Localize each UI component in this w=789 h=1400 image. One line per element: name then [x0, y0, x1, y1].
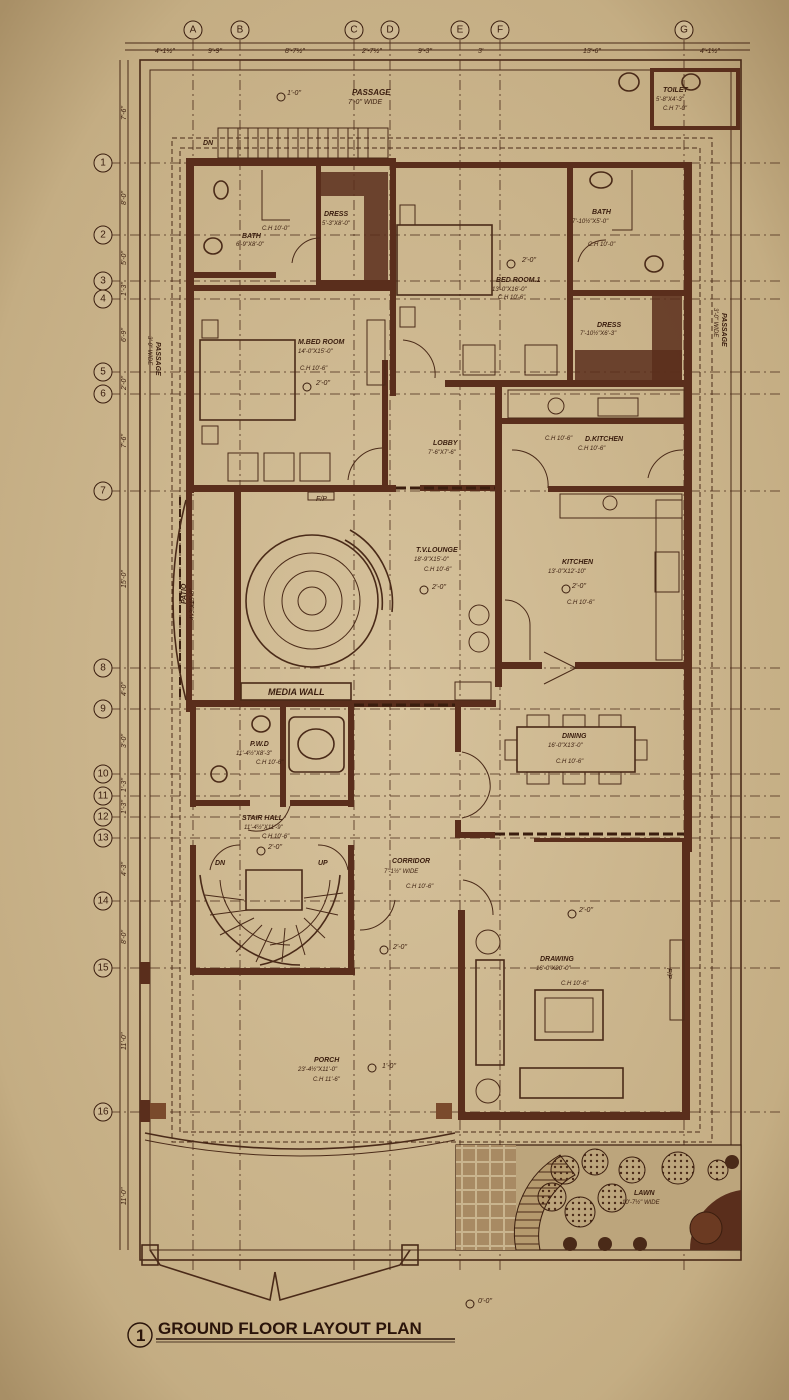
grid-label-6: 6: [100, 388, 106, 400]
grid-label-9: 9: [100, 703, 106, 715]
svg-text:13'-6": 13'-6": [583, 48, 601, 55]
grid-label-4: 4: [100, 293, 106, 305]
svg-text:1'-3": 1'-3": [121, 800, 128, 814]
svg-text:2'-0": 2'-0": [393, 944, 407, 951]
svg-text:5'-3"X8'-0": 5'-3"X8'-0": [322, 221, 350, 227]
svg-text:3': 3': [478, 48, 484, 55]
svg-text:11'-0": 11'-0": [121, 1187, 128, 1205]
corridor-label: CORRIDOR: [392, 858, 431, 865]
title-text: GROUND FLOOR LAYOUT PLAN: [158, 1319, 422, 1338]
svg-text:10'-7½" WIDE: 10'-7½" WIDE: [622, 1200, 660, 1206]
top-dn-label: DN: [203, 140, 214, 147]
lobby-label: LOBBY: [433, 440, 458, 447]
grid-label-8: 8: [100, 662, 106, 674]
svg-text:8'-7½": 8'-7½": [285, 48, 305, 55]
fp-top-label: F/P: [316, 496, 327, 503]
master-bedroom-label: M.BED ROOM: [298, 339, 345, 346]
svg-text:4'-1½": 4'-1½": [155, 48, 175, 55]
svg-text:2'-0": 2'-0": [579, 907, 593, 914]
svg-text:7'-1½" WIDE: 7'-1½" WIDE: [384, 869, 419, 875]
stair-dn-label: DN: [215, 860, 226, 867]
svg-text:23'-4½"X11'-0": 23'-4½"X11'-0": [298, 1067, 338, 1073]
stair-hall-label: STAIR HALL: [242, 815, 284, 822]
svg-text:7'-0" WIDE: 7'-0" WIDE: [348, 99, 383, 106]
svg-text:C.H 10'-6": C.H 10'-6": [545, 436, 573, 442]
grid-label-a: A: [189, 24, 197, 36]
svg-text:5'-8"X4'-3": 5'-8"X4'-3": [656, 97, 684, 103]
svg-text:11'-0": 11'-0": [121, 1032, 128, 1050]
grid-label-15: 15: [97, 962, 109, 974]
grid-label-e: E: [456, 24, 464, 36]
svg-text:C.H 10'-6": C.H 10'-6": [578, 446, 606, 452]
svg-text:1'-3": 1'-3": [121, 282, 128, 296]
svg-text:4'-1½": 4'-1½": [700, 48, 720, 55]
svg-text:C.H 10'-6": C.H 10'-6": [424, 567, 452, 573]
svg-text:3'-0" WIDE: 3'-0" WIDE: [712, 308, 718, 338]
dress-left-label: DRESS: [324, 211, 349, 218]
svg-text:C.H 10'-6": C.H 10'-6": [406, 884, 434, 890]
bed-room-1-label: BED ROOM.1: [496, 277, 541, 284]
svg-text:7'-6"X7'-6": 7'-6"X7'-6": [428, 450, 456, 456]
d-kitchen-label: D.KITCHEN: [585, 436, 624, 443]
drawing-label: DRAWING: [540, 956, 574, 963]
svg-text:16'-0"X20'-0": 16'-0"X20'-0": [536, 966, 571, 972]
svg-text:C.H 10'-6": C.H 10'-6": [262, 834, 290, 840]
passage-right-label: PASSAGE: [720, 313, 727, 347]
grid-label-11: 11: [97, 790, 109, 802]
dining-label: DINING: [562, 733, 587, 740]
svg-text:C.H 10'-0": C.H 10'-0": [588, 242, 616, 248]
svg-text:3'-0" WIDE: 3'-0" WIDE: [146, 336, 152, 366]
svg-text:11'-4½"X8'-3": 11'-4½"X8'-3": [236, 751, 272, 757]
grid-label-13: 13: [97, 832, 109, 844]
grid-label-f: F: [496, 24, 504, 36]
grid-label-b: B: [236, 24, 244, 36]
svg-text:C.H 10'-6": C.H 10'-6": [256, 760, 284, 766]
svg-text:1'-0": 1'-0": [382, 1063, 396, 1070]
pwd-label: P.W.D: [250, 741, 269, 748]
svg-text:14'-0"X15'-0": 14'-0"X15'-0": [298, 349, 333, 355]
svg-text:4'-3"X15'-6": 4'-3"X15'-6": [190, 588, 196, 620]
kitchen-label: KITCHEN: [562, 559, 594, 566]
grid-label-16: 16: [97, 1106, 109, 1118]
svg-text:C.H 11'-6": C.H 11'-6": [313, 1077, 340, 1083]
svg-text:C.H 10'-6": C.H 10'-6": [556, 759, 584, 765]
svg-text:18'-9"X15'-0": 18'-9"X15'-0": [414, 557, 449, 563]
dress-right-label: DRESS: [597, 322, 622, 329]
tv-lounge-label: T.V.LOUNGE: [416, 547, 458, 554]
passage-left-label: PASSAGE: [154, 342, 161, 376]
svg-text:15'-0": 15'-0": [121, 570, 128, 588]
svg-text:13'-0"X12'-10": 13'-0"X12'-10": [548, 569, 586, 575]
svg-text:7'-10½"X6'-3": 7'-10½"X6'-3": [580, 331, 617, 337]
grid-label-1: 1: [100, 157, 106, 169]
svg-text:1'-0": 1'-0": [287, 90, 301, 97]
passage-top-label: PASSAGE: [352, 88, 391, 97]
fp-right-label: F/P: [665, 968, 672, 979]
lawn-label: LAWN: [634, 1190, 655, 1197]
svg-text:2'-0": 2'-0": [316, 380, 330, 387]
svg-text:C.H 10'-6": C.H 10'-6": [567, 600, 595, 606]
lawn-landscape: [456, 1145, 741, 1251]
svg-text:2'-0": 2'-0": [268, 844, 282, 851]
svg-text:C.H 10'-0": C.H 10'-0": [262, 226, 290, 232]
svg-text:C.H 10'-6": C.H 10'-6": [300, 366, 328, 372]
grid-label-7: 7: [100, 485, 106, 497]
svg-text:5'-0": 5'-0": [121, 251, 128, 265]
svg-text:9'-9": 9'-9": [208, 48, 222, 55]
svg-text:4'-0": 4'-0": [121, 682, 128, 696]
svg-text:2'-0": 2'-0": [432, 584, 446, 591]
grid-label-2: 2: [100, 229, 106, 241]
svg-text:C.H 7'-0": C.H 7'-0": [663, 106, 687, 112]
media-wall-label: MEDIA WALL: [268, 687, 325, 697]
svg-text:6'-9": 6'-9": [121, 328, 128, 342]
grid-label-c: C: [350, 24, 358, 36]
svg-text:16'-0"X13'-0": 16'-0"X13'-0": [548, 743, 583, 749]
bath-right-label: BATH: [592, 209, 611, 216]
svg-text:1'-3": 1'-3": [121, 778, 128, 792]
grid-label-14: 14: [97, 895, 109, 907]
svg-text:2'-7½": 2'-7½": [362, 48, 382, 55]
svg-text:6'-9"X8'-0": 6'-9"X8'-0": [236, 242, 264, 248]
title-number: 1: [136, 1326, 146, 1345]
grid-label-3: 3: [100, 275, 106, 287]
svg-text:4'-3": 4'-3": [121, 862, 128, 876]
svg-text:7'-6": 7'-6": [121, 434, 128, 448]
grid-label-g: G: [680, 24, 688, 36]
patio-label: PATIO: [181, 583, 188, 604]
grid-label-d: D: [386, 24, 394, 36]
svg-text:7'-6": 7'-6": [121, 106, 128, 120]
grid-label-10: 10: [97, 768, 109, 780]
svg-text:13'-0"X16'-0": 13'-0"X16'-0": [492, 287, 527, 293]
svg-text:8'-0": 8'-0": [121, 191, 128, 205]
svg-text:11'-4½"X11'-9": 11'-4½"X11'-9": [244, 825, 283, 831]
entrance-level-label: 0'-0": [478, 1298, 492, 1305]
svg-text:2'-0": 2'-0": [121, 376, 128, 390]
svg-text:2'-0": 2'-0": [572, 583, 586, 590]
svg-text:3'-0": 3'-0": [121, 734, 128, 748]
svg-text:C.H 10'-6": C.H 10'-6": [498, 295, 526, 301]
svg-text:2'-0": 2'-0": [522, 257, 536, 264]
grid-label-12: 12: [97, 811, 109, 823]
svg-text:7'-10½"X5'-0": 7'-10½"X5'-0": [572, 219, 609, 225]
svg-text:9'-3": 9'-3": [418, 48, 432, 55]
grid-label-5: 5: [100, 366, 106, 378]
toilet-label: TOILET: [663, 87, 688, 94]
porch-label: PORCH: [314, 1057, 340, 1064]
svg-text:8'-0": 8'-0": [121, 930, 128, 944]
stair-up-label: UP: [318, 860, 328, 867]
bath-left-label: BATH: [242, 233, 261, 240]
svg-text:C.H 10'-6": C.H 10'-6": [561, 981, 589, 987]
